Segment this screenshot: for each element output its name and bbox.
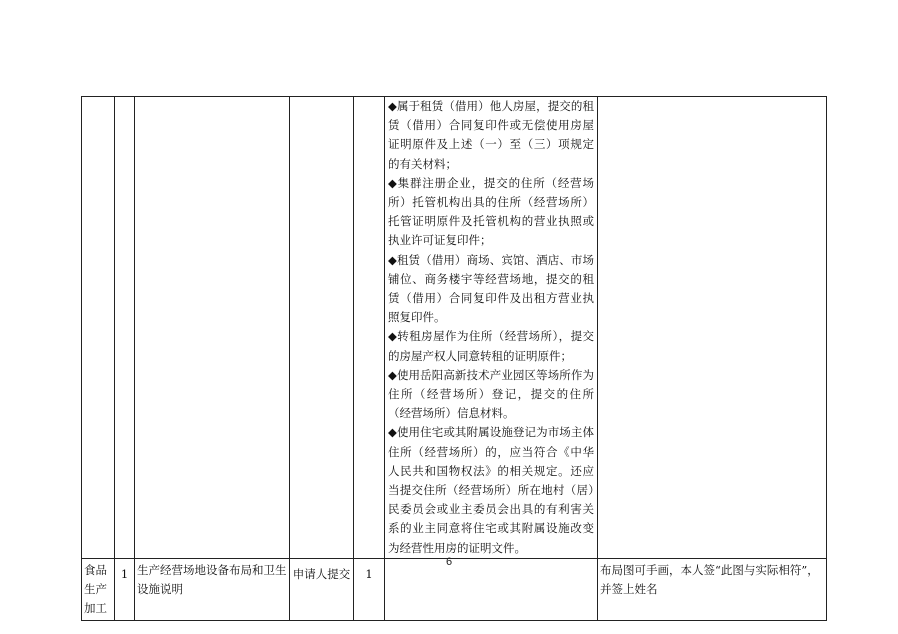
material-cell — [135, 97, 290, 559]
index-cell — [115, 97, 135, 559]
category-cell: 食品生产加工 — [82, 558, 115, 621]
requirements-cell — [385, 97, 598, 559]
requirement-item: ◆转租房屋作为住所（经营场所），提交的房屋产权人同意转租的证明原件； — [388, 329, 594, 363]
note-cell: 布局图可手画，本人签“此图与实际相符”，并签上姓名 — [598, 558, 827, 621]
requirement-item: ◆租赁（借用）商场、宾馆、酒店、市场铺位、商务楼宇等经营场地，提交的租赁（借用）合同复印件及出租方营业执照复印件。 — [388, 252, 594, 325]
requirements-table — [81, 96, 827, 621]
copies-cell — [354, 97, 385, 559]
source-cell — [290, 97, 354, 559]
index-cell: 1 — [115, 558, 135, 621]
copies-cell: 1 — [354, 558, 385, 621]
page-number: 6 — [445, 556, 453, 568]
requirement-item: ◆使用住宅或其附属设施登记为市场主体住所（经营场所）的，应当符合《中华人民共和国物权法》的相关规定。还应当提交住所（经营场所）所在地村（居）民委员会或业主委员会出具的有利害关系的业主同意将住宅或其附属设施改变为经营性用房的证明文件。 — [388, 425, 594, 555]
note-cell — [598, 97, 827, 559]
table-row-continuation — [82, 97, 827, 559]
requirement-item: ◆集群注册企业，提交的住所（经营场所）托管机构出具的住所（经营场所）托管证明原件及托管机构的营业执照或执业许可证复印件； — [388, 175, 594, 248]
category-cell — [82, 97, 115, 559]
source-cell: 申请人提交 — [290, 558, 354, 621]
material-cell: 生产经营场地设备布局和卫生设施说明 — [135, 558, 290, 621]
requirement-item: ◆使用岳阳高新技术产业园区等场所作为住所（经营场所）登记，提交的住所（经营场所）信息材料。 — [388, 367, 594, 421]
requirement-item: ◆属于租赁（借用）他人房屋，提交的租赁（借用）合同复印件或无偿使用房屋证明原件及上述（一）至（三）项规定的有关材料； — [388, 99, 594, 171]
